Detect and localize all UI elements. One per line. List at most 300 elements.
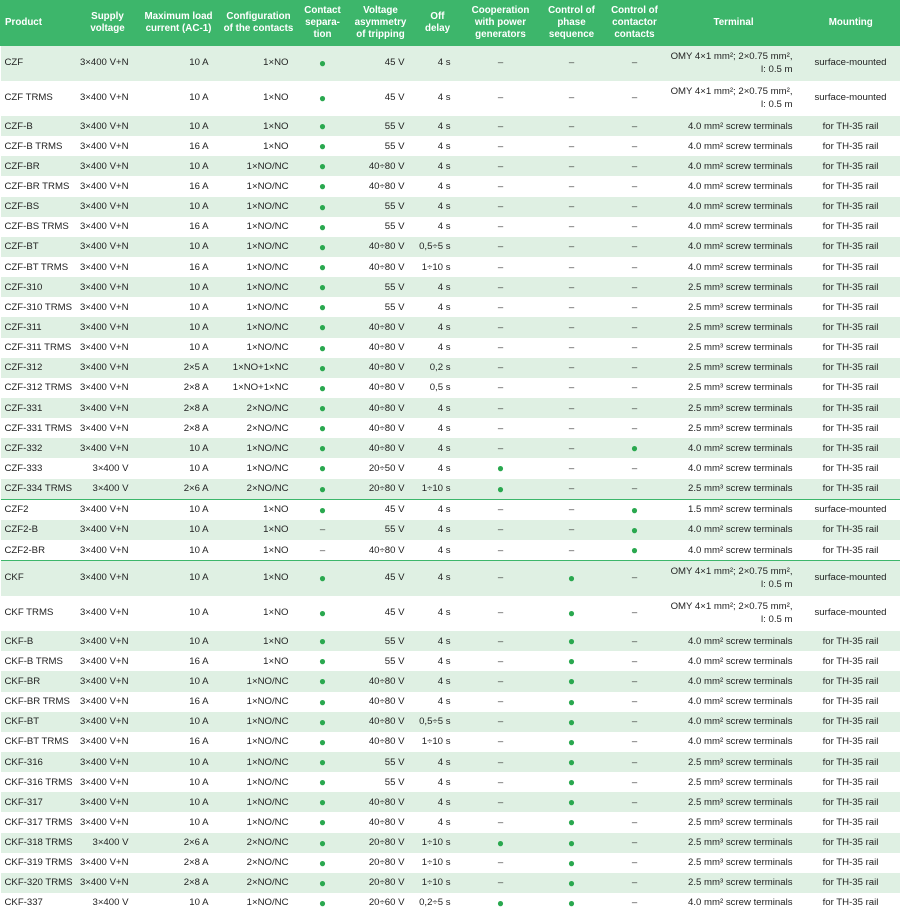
contact-separation-cell (299, 257, 347, 277)
off-delay-cell: 4 s (415, 197, 461, 217)
dash-icon: – (497, 241, 504, 253)
dot-icon: ● (318, 502, 327, 517)
header-contactor-contacts: Control of contactor contacts (603, 0, 667, 46)
supply-voltage-cell: 3×400 V (77, 833, 139, 853)
table-row (1, 732, 900, 752)
power-generators-cell (461, 561, 541, 597)
dash-icon: – (497, 382, 504, 394)
terminal-cell: 2.5 mm³ screw terminals (667, 317, 801, 337)
phase-sequence-cell (541, 156, 603, 176)
voltage-asymmetry-cell: 55 V (347, 217, 415, 237)
dash-icon: – (497, 675, 504, 687)
dash-icon: – (568, 261, 575, 273)
phase-sequence-cell (541, 338, 603, 358)
max-load-current-cell: 2×8 A (139, 873, 219, 893)
supply-voltage-cell: 3×400 V+N (77, 398, 139, 418)
contact-separation-cell (299, 671, 347, 691)
mounting-cell: for TH-35 rail (801, 873, 900, 893)
mounting-cell: surface-mounted (801, 81, 900, 116)
contact-configuration-cell: 1×NO (219, 46, 299, 81)
contact-configuration-cell: 1×NO (219, 136, 299, 156)
header-off-delay: Off delay (415, 0, 461, 46)
contact-separation-cell (299, 81, 347, 116)
max-load-current-cell: 10 A (139, 631, 219, 651)
power-generators-cell (461, 873, 541, 893)
contact-separation-cell (299, 712, 347, 732)
header-product: Product (1, 0, 77, 46)
dot-icon: ● (318, 219, 327, 234)
dash-icon: – (631, 160, 638, 172)
contact-separation-cell (299, 237, 347, 257)
voltage-asymmetry-cell: 40÷80 V (347, 156, 415, 176)
dot-icon: ● (567, 755, 576, 769)
dot-icon: ● (496, 481, 505, 496)
max-load-current-cell: 10 A (139, 812, 219, 832)
contact-separation-cell (299, 217, 347, 237)
table-row (1, 197, 900, 217)
terminal-cell: 4.0 mm² screw terminals (667, 197, 801, 217)
table-row (1, 338, 900, 358)
contactor-contacts-cell (603, 692, 667, 712)
power-generators-cell (461, 540, 541, 561)
dot-icon: ● (567, 570, 576, 585)
voltage-asymmetry-cell: 40÷80 V (347, 176, 415, 196)
contact-separation-cell (299, 176, 347, 196)
contact-configuration-cell: 1×NO/NC (219, 732, 299, 752)
product-cell: CZF-310 TRMS (1, 297, 77, 317)
dot-icon: ● (318, 654, 327, 669)
terminal-cell: 4.0 mm² screw terminals (667, 540, 801, 561)
power-generators-cell (461, 651, 541, 671)
off-delay-cell: 1÷10 s (415, 732, 461, 752)
contact-separation-cell (299, 631, 347, 651)
max-load-current-cell: 10 A (139, 499, 219, 520)
terminal-cell: 4.0 mm² screw terminals (667, 651, 801, 671)
dash-icon: – (631, 796, 638, 808)
terminal-cell: 4.0 mm² screw terminals (667, 217, 801, 237)
dash-icon: – (568, 221, 575, 233)
supply-voltage-cell: 3×400 V+N (77, 438, 139, 458)
contact-configuration-cell: 1×NO (219, 631, 299, 651)
dot-icon: ● (567, 605, 576, 620)
dash-icon: – (497, 301, 504, 313)
dot-icon: ● (318, 260, 327, 275)
phase-sequence-cell (541, 479, 603, 500)
max-load-current-cell: 10 A (139, 458, 219, 478)
supply-voltage-cell: 3×400 V+N (77, 116, 139, 136)
contact-configuration-cell: 1×NO/NC (219, 893, 299, 913)
voltage-asymmetry-cell: 40÷80 V (347, 317, 415, 337)
power-generators-cell (461, 732, 541, 752)
contactor-contacts-cell (603, 671, 667, 691)
power-generators-cell (461, 631, 541, 651)
header-power-generators: Cooperation with power generators (461, 0, 541, 46)
off-delay-cell: 4 s (415, 772, 461, 792)
supply-voltage-cell: 3×400 V+N (77, 631, 139, 651)
dot-icon: ● (318, 179, 327, 194)
dot-icon: ● (318, 239, 327, 254)
voltage-asymmetry-cell: 55 V (347, 297, 415, 317)
terminal-cell: 2.5 mm³ screw terminals (667, 398, 801, 418)
contact-separation-cell (299, 833, 347, 853)
max-load-current-cell: 2×8 A (139, 378, 219, 398)
product-cell: CZF-311 TRMS (1, 338, 77, 358)
table-row (1, 893, 900, 913)
table-row (1, 116, 900, 136)
supply-voltage-cell: 3×400 V+N (77, 297, 139, 317)
dot-icon: ● (318, 159, 327, 174)
dot-icon: ● (567, 855, 576, 870)
voltage-asymmetry-cell: 55 V (347, 651, 415, 671)
dot-icon: ● (630, 502, 639, 517)
product-cell: CZF-332 (1, 438, 77, 458)
table-row (1, 358, 900, 378)
contactor-contacts-cell (603, 116, 667, 136)
mounting-cell: for TH-35 rail (801, 277, 900, 297)
dash-icon: – (631, 241, 638, 253)
dash-icon: – (497, 716, 504, 728)
max-load-current-cell: 10 A (139, 197, 219, 217)
voltage-asymmetry-cell: 40÷80 V (347, 712, 415, 732)
voltage-asymmetry-cell: 40÷80 V (347, 692, 415, 712)
mounting-cell: for TH-35 rail (801, 479, 900, 500)
dot-icon: ● (567, 674, 576, 689)
phase-sequence-cell (541, 136, 603, 156)
contact-separation-cell (299, 378, 347, 398)
power-generators-cell (461, 479, 541, 500)
contact-separation-cell (299, 792, 347, 812)
power-generators-cell (461, 176, 541, 196)
terminal-cell: 4.0 mm² screw terminals (667, 712, 801, 732)
terminal-cell: OMY 4×1 mm²; 2×0.75 mm², l: 0.5 m (667, 46, 801, 81)
off-delay-cell: 4 s (415, 812, 461, 832)
contact-separation-cell (299, 116, 347, 136)
supply-voltage-cell: 3×400 V+N (77, 732, 139, 752)
contactor-contacts-cell (603, 46, 667, 81)
terminal-cell: 4.0 mm² screw terminals (667, 631, 801, 651)
off-delay-cell: 4 s (415, 176, 461, 196)
table-row (1, 712, 900, 732)
phase-sequence-cell (541, 752, 603, 772)
off-delay-cell: 4 s (415, 651, 461, 671)
phase-sequence-cell (541, 833, 603, 853)
supply-voltage-cell: 3×400 V (77, 893, 139, 913)
voltage-asymmetry-cell: 20÷80 V (347, 853, 415, 873)
voltage-asymmetry-cell: 20÷60 V (347, 893, 415, 913)
terminal-cell: 4.0 mm² screw terminals (667, 692, 801, 712)
power-generators-cell (461, 812, 541, 832)
dot-icon: ● (496, 895, 505, 910)
dot-icon: ● (567, 734, 576, 749)
contactor-contacts-cell (603, 792, 667, 812)
voltage-asymmetry-cell: 45 V (347, 561, 415, 597)
voltage-asymmetry-cell: 20÷50 V (347, 458, 415, 478)
contact-separation-cell (299, 540, 347, 561)
voltage-asymmetry-cell: 40÷80 V (347, 438, 415, 458)
phase-sequence-cell (541, 418, 603, 438)
terminal-cell: 2.5 mm³ screw terminals (667, 277, 801, 297)
power-generators-cell (461, 297, 541, 317)
contact-separation-cell (299, 692, 347, 712)
table-row (1, 317, 900, 337)
phase-sequence-cell (541, 732, 603, 752)
contact-configuration-cell: 1×NO/NC (219, 772, 299, 792)
supply-voltage-cell: 3×400 V+N (77, 237, 139, 257)
product-cell: CZF-312 (1, 358, 77, 378)
power-generators-cell (461, 237, 541, 257)
phase-sequence-cell (541, 671, 603, 691)
contactor-contacts-cell (603, 458, 667, 478)
product-cell: CKF-316 TRMS (1, 772, 77, 792)
supply-voltage-cell: 3×400 V+N (77, 651, 139, 671)
supply-voltage-cell: 3×400 V+N (77, 520, 139, 540)
off-delay-cell: 4 s (415, 499, 461, 520)
contact-separation-cell (299, 651, 347, 671)
contact-configuration-cell: 2×NO/NC (219, 479, 299, 500)
dot-icon: ● (567, 654, 576, 669)
dot-icon: ● (318, 775, 327, 790)
power-generators-cell (461, 338, 541, 358)
dash-icon: – (497, 221, 504, 233)
voltage-asymmetry-cell: 55 V (347, 752, 415, 772)
contactor-contacts-cell (603, 479, 667, 500)
contactor-contacts-cell (603, 237, 667, 257)
voltage-asymmetry-cell: 55 V (347, 197, 415, 217)
dash-icon: – (497, 796, 504, 808)
power-generators-cell (461, 833, 541, 853)
contactor-contacts-cell (603, 277, 667, 297)
off-delay-cell: 4 s (415, 297, 461, 317)
dash-icon: – (497, 120, 504, 132)
product-cell: CZF-BS (1, 197, 77, 217)
contact-separation-cell (299, 458, 347, 478)
terminal-cell: 2.5 mm³ screw terminals (667, 297, 801, 317)
dash-icon: – (568, 544, 575, 556)
dash-icon: – (497, 201, 504, 213)
phase-sequence-cell (541, 46, 603, 81)
power-generators-cell (461, 752, 541, 772)
off-delay-cell: 4 s (415, 631, 461, 651)
contact-separation-cell (299, 438, 347, 458)
product-cell: CZF-333 (1, 458, 77, 478)
phase-sequence-cell (541, 398, 603, 418)
phase-sequence-cell (541, 853, 603, 873)
dash-icon: – (568, 201, 575, 213)
contact-configuration-cell: 1×NO/NC (219, 197, 299, 217)
off-delay-cell: 4 s (415, 671, 461, 691)
off-delay-cell: 4 s (415, 317, 461, 337)
dash-icon: – (631, 422, 638, 434)
supply-voltage-cell: 3×400 V+N (77, 692, 139, 712)
dash-icon: – (568, 524, 575, 536)
dot-icon: ● (318, 694, 327, 709)
terminal-cell: 4.0 mm² screw terminals (667, 732, 801, 752)
phase-sequence-cell (541, 378, 603, 398)
max-load-current-cell: 2×5 A (139, 358, 219, 378)
voltage-asymmetry-cell: 40÷80 V (347, 732, 415, 752)
product-cell: CKF-316 (1, 752, 77, 772)
off-delay-cell: 4 s (415, 81, 461, 116)
phase-sequence-cell (541, 438, 603, 458)
max-load-current-cell: 2×8 A (139, 398, 219, 418)
dot-icon: ● (318, 340, 327, 355)
dash-icon: – (319, 524, 326, 536)
mounting-cell: for TH-35 rail (801, 631, 900, 651)
max-load-current-cell: 10 A (139, 520, 219, 540)
terminal-cell: 2.5 mm³ screw terminals (667, 479, 801, 500)
header-row (1, 0, 900, 46)
max-load-current-cell: 10 A (139, 438, 219, 458)
voltage-asymmetry-cell: 40÷80 V (347, 792, 415, 812)
supply-voltage-cell: 3×400 V+N (77, 418, 139, 438)
table-row (1, 257, 900, 277)
power-generators-cell (461, 853, 541, 873)
phase-sequence-cell (541, 81, 603, 116)
terminal-cell: 2.5 mm³ screw terminals (667, 873, 801, 893)
mounting-cell: for TH-35 rail (801, 520, 900, 540)
max-load-current-cell: 16 A (139, 732, 219, 752)
dot-icon: ● (318, 90, 327, 105)
table-row (1, 853, 900, 873)
dash-icon: – (631, 382, 638, 394)
contactor-contacts-cell (603, 418, 667, 438)
off-delay-cell: 4 s (415, 217, 461, 237)
product-cell: CZF-BT TRMS (1, 257, 77, 277)
max-load-current-cell: 10 A (139, 116, 219, 136)
header-terminal: Terminal (667, 0, 801, 46)
contact-separation-cell (299, 479, 347, 500)
table-row (1, 479, 900, 500)
off-delay-cell: 0,5 s (415, 378, 461, 398)
dash-icon: – (631, 342, 638, 354)
mounting-cell: for TH-35 rail (801, 853, 900, 873)
contact-separation-cell (299, 156, 347, 176)
supply-voltage-cell: 3×400 V (77, 479, 139, 500)
dot-icon: ● (318, 605, 327, 620)
dot-icon: ● (567, 694, 576, 709)
phase-sequence-cell (541, 237, 603, 257)
dash-icon: – (497, 524, 504, 536)
phase-sequence-cell (541, 257, 603, 277)
dash-icon: – (497, 160, 504, 172)
dash-icon: – (631, 837, 638, 849)
power-generators-cell (461, 257, 541, 277)
contactor-contacts-cell (603, 893, 667, 913)
off-delay-cell: 4 s (415, 338, 461, 358)
voltage-asymmetry-cell: 40÷80 V (347, 237, 415, 257)
dot-icon: ● (318, 714, 327, 729)
product-cell: CZF-331 TRMS (1, 418, 77, 438)
product-cell: CZF2 (1, 499, 77, 520)
contact-configuration-cell: 1×NO (219, 499, 299, 520)
contact-configuration-cell: 1×NO/NC (219, 712, 299, 732)
off-delay-cell: 4 s (415, 156, 461, 176)
terminal-cell: OMY 4×1 mm²; 2×0.75 mm², l: 0.5 m (667, 596, 801, 631)
dash-icon: – (568, 120, 575, 132)
dash-icon: – (497, 442, 504, 454)
max-load-current-cell: 10 A (139, 81, 219, 116)
mounting-cell: for TH-35 rail (801, 338, 900, 358)
phase-sequence-cell (541, 520, 603, 540)
supply-voltage-cell: 3×400 V+N (77, 358, 139, 378)
off-delay-cell: 4 s (415, 540, 461, 561)
contact-configuration-cell: 1×NO/NC (219, 438, 299, 458)
max-load-current-cell: 10 A (139, 46, 219, 81)
mounting-cell: for TH-35 rail (801, 398, 900, 418)
table-row (1, 792, 900, 812)
contactor-contacts-cell (603, 520, 667, 540)
contactor-contacts-cell (603, 338, 667, 358)
contact-configuration-cell: 1×NO (219, 540, 299, 561)
off-delay-cell: 4 s (415, 752, 461, 772)
product-cell: CZF-312 TRMS (1, 378, 77, 398)
max-load-current-cell: 2×8 A (139, 853, 219, 873)
terminal-cell: 2.5 mm³ screw terminals (667, 853, 801, 873)
dash-icon: – (568, 180, 575, 192)
dash-icon: – (568, 483, 575, 495)
product-cell: CKF-B (1, 631, 77, 651)
dot-icon: ● (318, 139, 327, 154)
power-generators-cell (461, 156, 541, 176)
power-generators-cell (461, 398, 541, 418)
phase-sequence-cell (541, 499, 603, 520)
terminal-cell: 2.5 mm³ screw terminals (667, 358, 801, 378)
power-generators-cell (461, 520, 541, 540)
voltage-asymmetry-cell: 55 V (347, 631, 415, 651)
contact-separation-cell (299, 499, 347, 520)
mounting-cell: for TH-35 rail (801, 378, 900, 398)
contact-separation-cell (299, 873, 347, 893)
max-load-current-cell: 10 A (139, 772, 219, 792)
contact-separation-cell (299, 317, 347, 337)
dash-icon: – (568, 462, 575, 474)
voltage-asymmetry-cell: 55 V (347, 136, 415, 156)
dash-icon: – (568, 362, 575, 374)
phase-sequence-cell (541, 893, 603, 913)
mounting-cell: for TH-35 rail (801, 116, 900, 136)
dash-icon: – (631, 897, 638, 909)
product-cell: CZF-BR TRMS (1, 176, 77, 196)
table-row (1, 671, 900, 691)
terminal-cell: 4.0 mm² screw terminals (667, 438, 801, 458)
dot-icon: ● (318, 401, 327, 416)
supply-voltage-cell: 3×400 V+N (77, 338, 139, 358)
supply-voltage-cell: 3×400 V+N (77, 46, 139, 81)
contact-configuration-cell: 1×NO/NC (219, 338, 299, 358)
max-load-current-cell: 10 A (139, 561, 219, 597)
header-phase-sequence: Control of phase sequence (541, 0, 603, 46)
power-generators-cell (461, 378, 541, 398)
off-delay-cell: 1÷10 s (415, 873, 461, 893)
contactor-contacts-cell (603, 596, 667, 631)
table-row (1, 156, 900, 176)
mounting-cell: for TH-35 rail (801, 712, 900, 732)
power-generators-cell (461, 792, 541, 812)
mounting-cell: for TH-35 rail (801, 893, 900, 913)
dash-icon: – (497, 362, 504, 374)
supply-voltage-cell: 3×400 V+N (77, 792, 139, 812)
off-delay-cell: 4 s (415, 277, 461, 297)
power-generators-cell (461, 499, 541, 520)
product-cell: CZF-310 (1, 277, 77, 297)
contact-separation-cell (299, 46, 347, 81)
table-row (1, 520, 900, 540)
product-cell: CKF-317 TRMS (1, 812, 77, 832)
dash-icon: – (497, 877, 504, 889)
off-delay-cell: 1÷10 s (415, 479, 461, 500)
product-cell: CKF-BT TRMS (1, 732, 77, 752)
supply-voltage-cell: 3×400 V+N (77, 176, 139, 196)
